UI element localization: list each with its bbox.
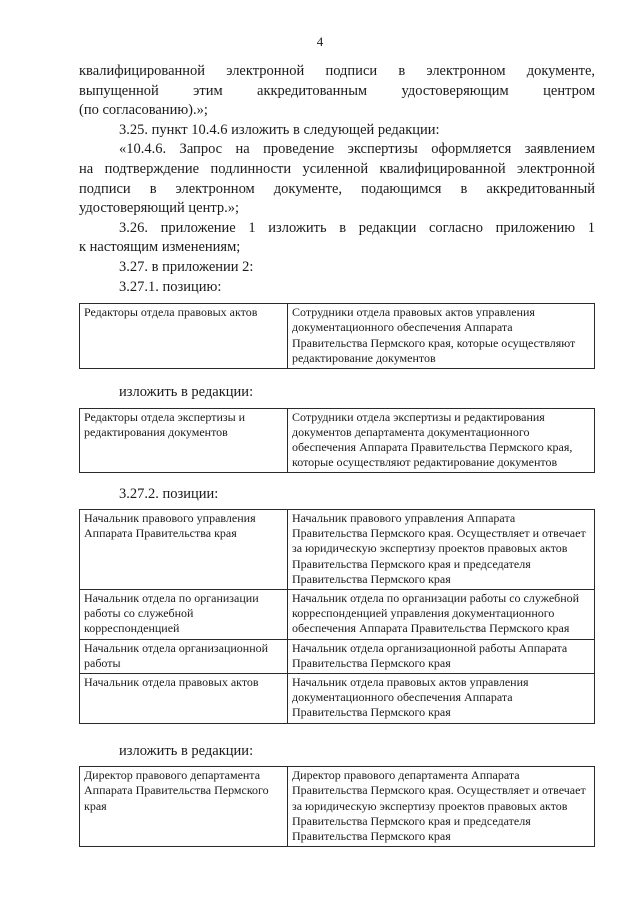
table-cell-description: Сотрудники отдела экспертизы и редактирования документов департамента документационного обеспечения Аппарата Правительства Пермского края, которые осуществляют редактирование документов [288, 408, 595, 473]
paragraph-line: удостоверяющий центр.»; [79, 200, 240, 217]
paragraph-line: подписи в электронном документе, подающимся в аккредитованный [79, 180, 595, 197]
table-cell-description: Начальник правового управления Аппарата Правительства Пермского края. Осуществляет и отвечает за юридическую экспертизу проектов правовых актов Правительства Пермского края и председателя Правительства Пермского края [288, 509, 595, 589]
clause-3-25: 3.25. пункт 10.4.6 изложить в следующей редакции: [119, 121, 440, 138]
table-cell-role: Начальник отдела организационной работы [80, 639, 288, 673]
table-cell-description: Директор правового департамента Аппарата Правительства Пермского края. Осуществляет и отвечает за юридическую экспертизу проектов правовых актов Правительства Пермского края и председателя Правительства Пермского края [288, 767, 595, 847]
table-row [80, 589, 595, 639]
table-cell-role: Начальник отдела правовых актов [80, 673, 288, 723]
table-cell-role: Редакторы отдела экспертизы и редактирования документов [80, 408, 288, 473]
table-cell-description: Сотрудники отдела правовых актов управления документационного обеспечения Аппарата Правительства Пермского края, которые осуществляют редактирование документов [288, 304, 595, 369]
positions-table-new [79, 408, 595, 474]
table-row [80, 639, 595, 673]
positions-table-multi-new [79, 766, 595, 847]
table-cell-description: Начальник отдела по организации работы со служебной корреспонденцией управления документационного обеспечения Аппарата Правительства Пермского края [288, 589, 595, 639]
paragraph-line: квалифицированной электронной подписи в электронном документе, [79, 63, 595, 79]
table-row [80, 408, 595, 473]
paragraph-line: «10.4.6. Запрос на проведение экспертизы оформляется заявлением [119, 141, 595, 158]
paragraph-line: (по согласованию).»; [79, 102, 208, 119]
amend-caption: изложить в редакции: [119, 742, 254, 759]
positions-table-multi-old [79, 509, 595, 724]
paragraph-line: выпущенной этим аккредитованным удостоверяющим центром [79, 82, 595, 99]
table-cell-description: Начальник отдела правовых актов управления документационного обеспечения Аппарата Правительства Пермского края [288, 673, 595, 723]
clause-3-26: 3.26. приложение 1 изложить в редакции согласно приложению 1 [119, 219, 595, 236]
table-cell-description: Начальник отдела организационной работы Аппарата Правительства Пермского края [288, 639, 595, 673]
table-row [80, 509, 595, 589]
clause-3-27-2: 3.27.2. позиции: [119, 486, 219, 503]
table-row [80, 304, 595, 369]
paragraph-line: к настоящим изменениям; [79, 239, 241, 256]
clause-3-27: 3.27. в приложении 2: [119, 258, 254, 275]
table-cell-role: Начальник правового управления Аппарата Правительства края [80, 509, 288, 589]
table-cell-role: Начальник отдела по организации работы со служебной корреспонденцией [80, 589, 288, 639]
table-cell-role: Директор правового департамента Аппарата Правительства Пермского края [80, 767, 288, 847]
positions-table-old [79, 303, 595, 369]
clause-3-27-1: 3.27.1. позицию: [119, 278, 222, 295]
paragraph-line: на подтверждение подлинности усиленной квалифицированной электронной [79, 160, 595, 177]
document-body [79, 62, 595, 847]
table-cell-role: Редакторы отдела правовых актов [80, 304, 288, 369]
table-row [80, 767, 595, 847]
table-row [80, 673, 595, 723]
amend-caption: изложить в редакции: [119, 383, 254, 400]
page-number: 4 [316, 34, 324, 49]
